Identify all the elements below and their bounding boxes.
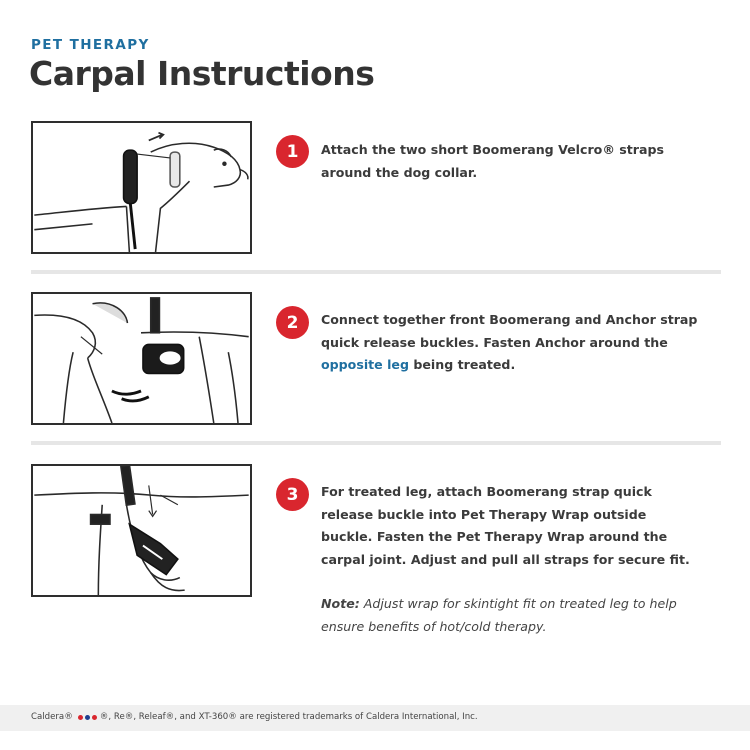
- trademark-notice: [31, 712, 478, 722]
- note-body: Adjust wrap for skintight fit on treated leg to help ensure benefits of hot/cold therapy.: [321, 596, 677, 634]
- step-1-text: Attach the two short Boomerang Velcro® straps around the dog collar.: [321, 142, 665, 180]
- step-3-number-badge: 3: [276, 478, 309, 511]
- footer-brand: Caldera®: [31, 712, 73, 722]
- step-1-number-badge: 1: [276, 135, 309, 168]
- step-2-text-before: Connect together front Boomerang and Anchor strap quick release buckles. Fasten Anchor around the: [321, 312, 698, 350]
- dog-collar-strap-illustration: [31, 121, 252, 254]
- note-label: Note:: [321, 596, 360, 611]
- eyebrow-heading: PET THERAPY: [31, 37, 150, 53]
- step-2-number-badge: 2: [276, 306, 309, 339]
- step-2-text-after: being treated.: [408, 357, 516, 372]
- section-divider: [31, 270, 721, 274]
- footer-bar: [0, 705, 750, 731]
- opposite-leg-link[interactable]: opposite leg: [321, 357, 409, 372]
- caldera-logo-icon: [78, 715, 97, 720]
- carpal-wrap-illustration: [31, 464, 252, 597]
- section-divider: [31, 441, 721, 445]
- page-title: Carpal Instructions: [29, 54, 375, 93]
- step-3-text: For treated leg, attach Boomerang strap quick release buckle into Pet Therapy Wrap outside buckle. Fasten the Pet Therapy Wrap around the carpal joint. Adjust and pull all straps for secure fit.: [321, 484, 690, 567]
- footer-trademark-text: ®, Re®, Releaf®, and XT-360® are registered trademarks of Caldera International, Inc.: [99, 712, 478, 722]
- step-2-text: [321, 309, 701, 377]
- anchor-strap-leg-illustration: [31, 292, 252, 425]
- note-text: [321, 593, 711, 638]
